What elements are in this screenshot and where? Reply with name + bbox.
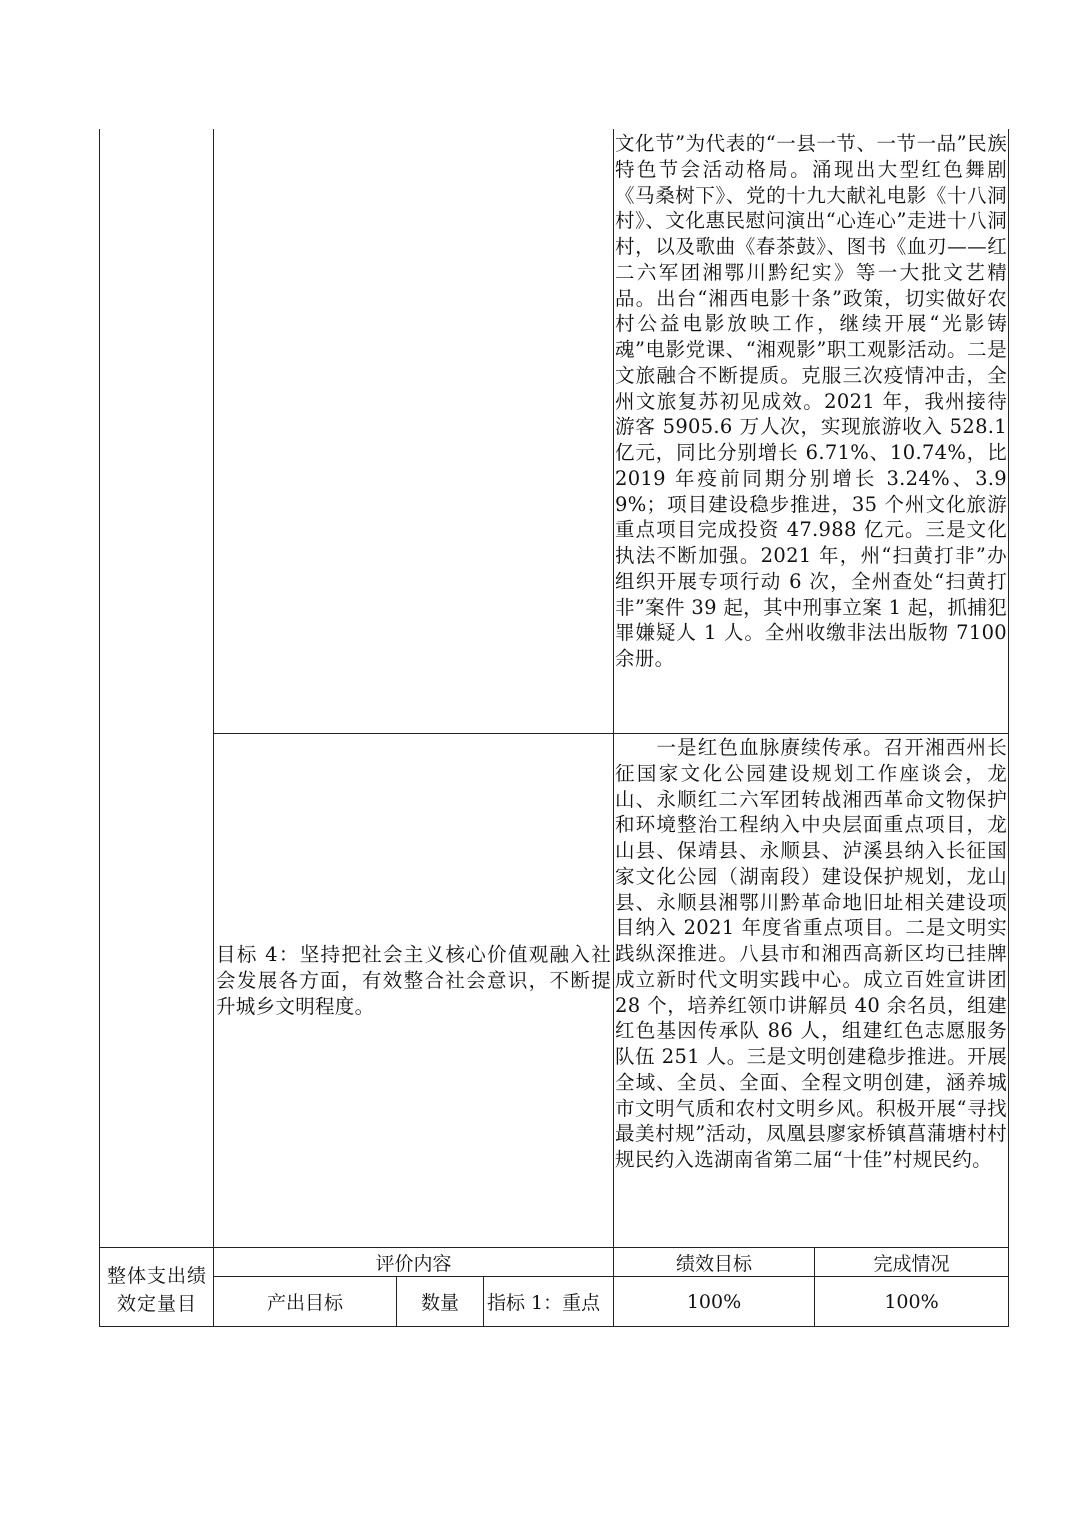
cell-actual-value: 100% [884,1290,939,1313]
cell-quantity: 数量 [420,1292,459,1314]
goal-4-text: 目标 4：坚持把社会主义核心价值观融入社会发展各方面，有效整合社会意识，不断提升城乡文明程度。 [216,943,611,1018]
cell-target-value: 100% [686,1290,742,1313]
table-divider-col2 [613,129,614,1327]
cell-indicator: 指标 1：重点 [487,1292,601,1314]
table-border-bottom [99,1326,1009,1327]
achievement-text-row1: 文化节”为代表的“一县一节、一节一品”民族特色节会活动格局。涌现出大型红色舞剧《马桑树下》、党的十九大献礼电影《十八洞村》、文化惠民慰问演出“心连心”走进十八洞村，以及歌曲《春茶鼓》、图书《血刃——红二六军团湘鄂川黔纪实》等一大批文艺精品。出台“湘西电影十条”政策，切实做好农村公益电影放映工作，继续开展“光影铸魂”电影党课、“湘观影”职工观影活动。二是文旅融合不断提质。克服三次疫情冲击，全州文旅复苏初见成效。2021 年，我州接待游客 5905.6 万人次，实现旅游收入 528.1 亿元，同比分别增长 6.71%、10.74%，比 2019 年疫前同期分别增长 3.24%、3.99%；项目建设稳步推进，35 个州文化旅游重点项目完成投资 47.988 亿元。三是文化执法不断加强。2021 年，州“扫黄打非”办组织开展专项行动 6 次，全州查处“扫黄打非”案件 39 起，其中刑事立案 1 起，抓捕犯罪嫌疑人 1 人。全州收缴非法出版物 7100 余册。 [615,132,1007,670]
table-border-right [1008,129,1009,1327]
table-border-left [99,129,100,1327]
achievement-text-row2: 一是红色血脉赓续传承。召开湘西州长征国家文化公园建设规划工作座谈会，龙山、永顺红二六军团转战湘西革命文物保护和环境整治工程纳入中央层面重点项目，龙山县、保靖县、永顺县、泸溪县纳入长征国家文化公园（湖南段）建设保护规划，龙山县、永顺县湘鄂川黔革命地旧址相关建设项目纳入 2021 年度省重点项目。二是文明实践纵深推进。八县市和湘西高新区均已挂牌成立新时代文明实践中心。成立百姓宣讲团 28 个，培养红领巾讲解员 40 余名员，组建红色基因传承队 86 人，组建红色志愿服务队伍 251 人。三是文明创建稳步推进。开展全域、全员、全面、全程文明创建，涵养城市文明气质和农村文明乡风。积极开展“寻找最美村规”活动，凤凰县廖家桥镇菖蒲塘村村规民约入选湖南省第二届“十佳”村规民约。 [615,736,1007,1171]
section-label: 整体支出绩效定量目 [106,1265,207,1315]
header-completion: 完成情况 [873,1252,950,1275]
row-divider-1 [213,733,1009,734]
header-perf-target: 绩效目标 [675,1252,752,1275]
table-divider-col1 [213,129,214,1327]
header-eval-content: 评价内容 [375,1252,452,1275]
cell-output-target: 产出目标 [266,1292,343,1314]
